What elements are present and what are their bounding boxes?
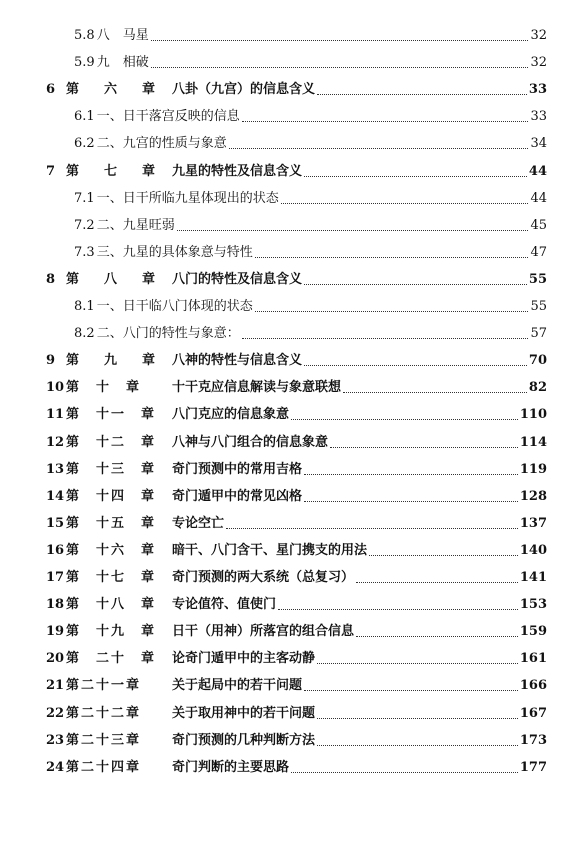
toc-entry-number: 6: [46, 82, 56, 98]
toc-section-entry[interactable]: [0, 132, 580, 156]
dot-leader: [304, 689, 518, 691]
toc-entry-number: 8.1: [74, 299, 95, 314]
toc-page-number: 159: [519, 624, 547, 640]
toc-entry-title: 二、九星旺弱: [96, 217, 175, 233]
toc-entry-title: 专论空亡: [172, 515, 225, 531]
dot-leader: [317, 717, 518, 719]
toc-entry-title: 暗干、八门含干、星门携支的用法: [172, 542, 368, 558]
toc-entry-number: 5.8: [74, 28, 95, 43]
dot-leader: [255, 310, 529, 312]
dot-leader: [151, 66, 529, 68]
toc-section-entry[interactable]: [0, 24, 580, 48]
toc-entry-title: 二、九宫的性质与象意: [96, 136, 227, 152]
toc-entry-number: 16: [46, 542, 65, 558]
toc-chapter-label: 第 十六 章: [66, 542, 157, 558]
dot-leader: [278, 608, 518, 610]
toc-chapter-label: 第 六 章: [66, 82, 162, 98]
toc-entry-number: 15: [46, 515, 65, 531]
toc-entry-number: 11: [46, 407, 65, 423]
toc-entry-title: 奇门预测的两大系统（总复习）: [172, 570, 355, 585]
dot-leader: [304, 364, 527, 366]
toc-entry-number: 17: [46, 570, 65, 585]
toc-page-number: 141: [519, 570, 547, 585]
toc-page-number: 166: [519, 678, 547, 694]
toc-section-entry[interactable]: [0, 322, 580, 346]
dot-leader: [330, 446, 518, 448]
toc-chapter-entry[interactable]: [0, 431, 580, 455]
toc-entry-number: 7.1: [74, 190, 95, 206]
toc-page-number: 33: [528, 82, 547, 98]
toc-entry-title: 三、九星的具体象意与特性: [96, 244, 253, 260]
toc-entry-title: 八卦（九宫）的信息含义: [172, 82, 316, 98]
toc-page-number: 57: [530, 326, 547, 342]
toc-page-number: 55: [530, 299, 547, 314]
toc-entry-number: 8.2: [74, 326, 95, 342]
toc-chapter-label: 第 十五 章: [66, 515, 157, 531]
dot-leader: [291, 771, 518, 773]
toc-entry-title: 一、日干落宫反映的信息: [96, 109, 240, 125]
toc-chapter-label: 第 十七 章: [66, 570, 157, 585]
toc-section-entry[interactable]: [0, 187, 580, 211]
toc-page-number: 34: [530, 136, 547, 152]
toc-entry-title: 十干克应信息解读与象意联想: [172, 380, 342, 396]
toc-entry-title: 八 马星: [96, 28, 149, 43]
toc-page-number: 32: [530, 55, 547, 71]
dot-leader: [343, 391, 527, 393]
toc-page-number: 114: [519, 434, 547, 450]
toc-section-entry[interactable]: [0, 105, 580, 129]
toc-chapter-entry[interactable]: [0, 458, 580, 482]
dot-leader: [242, 337, 529, 339]
toc-page-number: 70: [528, 353, 547, 369]
toc-entry-title: 九 相破: [96, 55, 149, 71]
toc-section-entry[interactable]: [0, 214, 580, 238]
toc-chapter-label: 第二十三章: [66, 732, 142, 748]
toc-entry-title: 专论值符、值使门: [172, 597, 277, 613]
toc-chapter-entry[interactable]: [0, 620, 580, 644]
toc-chapter-entry[interactable]: [0, 349, 580, 373]
toc-chapter-entry[interactable]: [0, 674, 580, 698]
toc-chapter-entry[interactable]: [0, 376, 580, 400]
dot-leader: [317, 744, 518, 746]
toc-chapter-entry[interactable]: [0, 78, 580, 102]
toc-page-number: 33: [530, 109, 547, 125]
dot-leader: [356, 635, 518, 637]
toc-page-number: 32: [530, 28, 547, 43]
dot-leader: [317, 662, 518, 664]
dot-leader: [304, 473, 518, 475]
dot-leader: [317, 93, 527, 95]
toc-chapter-label: 第二十四章: [66, 759, 142, 775]
dot-leader: [281, 202, 529, 204]
toc-entry-number: 6.2: [74, 136, 95, 152]
toc-page-number: 140: [519, 542, 547, 558]
toc-chapter-label: 第 十八 章: [66, 597, 157, 613]
toc-page-number: 167: [519, 705, 547, 721]
toc-chapter-entry[interactable]: [0, 539, 580, 563]
toc-entry-number: 13: [46, 461, 65, 477]
toc-chapter-entry[interactable]: [0, 729, 580, 753]
toc-chapter-label: 第 十 章: [66, 380, 142, 396]
toc-entry-number: 18: [46, 597, 65, 613]
toc-chapter-label: 第 十九 章: [66, 624, 157, 640]
toc-chapter-entry[interactable]: [0, 485, 580, 509]
dot-leader: [291, 418, 518, 420]
toc-chapter-entry[interactable]: [0, 268, 580, 292]
toc-chapter-label: 第二十一章: [66, 678, 142, 694]
toc-page-number: 128: [519, 488, 547, 504]
toc-chapter-label: 第 七 章: [66, 163, 162, 179]
toc-entry-number: 7.3: [74, 244, 95, 260]
toc-entry-number: 10: [46, 380, 65, 396]
toc-entry-title: 关于起局中的若干问题: [172, 678, 303, 694]
toc-entry-number: 5.9: [74, 55, 95, 71]
dot-leader: [177, 229, 529, 231]
toc-chapter-label: 第 十三 章: [66, 461, 157, 477]
toc-entry-number: 12: [46, 434, 65, 450]
toc-page-number: 45: [530, 217, 547, 233]
toc-chapter-label: 第二十二章: [66, 705, 142, 721]
toc-section-entry[interactable]: [0, 241, 580, 265]
toc-chapter-label: 第 九 章: [66, 353, 162, 369]
dot-leader: [151, 39, 529, 41]
dot-leader: [255, 256, 529, 258]
toc-chapter-label: 第 十四 章: [66, 488, 157, 504]
toc-section-entry[interactable]: [0, 295, 580, 319]
toc-page-number: 55: [528, 271, 547, 287]
toc-chapter-entry[interactable]: [0, 702, 580, 726]
toc-entry-title: 八神的特性与信息含义: [172, 353, 303, 369]
toc-entry-title: 一、日干临八门体现的状态: [96, 299, 253, 314]
toc-chapter-entry[interactable]: [0, 593, 580, 617]
toc-page-number: 47: [530, 244, 547, 260]
dot-leader: [229, 147, 529, 149]
toc-entry-number: 19: [46, 624, 65, 640]
toc-entry-number: 24: [46, 759, 65, 775]
toc-entry-number: 21: [46, 678, 65, 694]
toc-page-number: 177: [519, 759, 547, 775]
toc-page-number: 82: [528, 380, 547, 396]
toc-page-number: 44: [530, 190, 547, 206]
dot-leader: [369, 554, 518, 556]
toc-chapter-entry[interactable]: [0, 566, 580, 590]
toc-chapter-entry[interactable]: [0, 647, 580, 671]
toc-entry-title: 奇门判断的主要思路: [172, 759, 290, 775]
toc-entry-title: 奇门预测的几种判断方法: [172, 732, 316, 748]
toc-entry-number: 23: [46, 732, 65, 748]
dot-leader: [304, 500, 518, 502]
toc-chapter-label: 第 十二 章: [66, 434, 157, 450]
toc-chapter-label: 第 八 章: [66, 271, 162, 287]
dot-leader: [304, 175, 527, 177]
dot-leader: [226, 527, 518, 529]
toc-chapter-entry[interactable]: [0, 160, 580, 184]
dot-leader: [304, 283, 527, 285]
toc-entry-title: 八门克应的信息象意: [172, 407, 290, 423]
toc-entry-number: 20: [46, 651, 65, 667]
toc-chapter-label: 第 二十 章: [66, 651, 157, 667]
toc-entry-number: 9: [46, 353, 56, 369]
toc-page-number: 173: [519, 732, 547, 748]
toc-page-number: 44: [528, 163, 547, 179]
toc-page-number: 119: [519, 461, 547, 477]
toc-entry-number: 14: [46, 488, 65, 504]
toc-entry-title: 奇门预测中的常用吉格: [172, 461, 303, 477]
toc-entry-title: 二、八门的特性与象意：: [96, 326, 240, 342]
toc-chapter-entry[interactable]: [0, 403, 580, 427]
toc-entry-number: 7.2: [74, 217, 95, 233]
toc-entry-title: 论奇门遁甲中的主客动静: [172, 651, 316, 667]
dot-leader: [356, 581, 518, 583]
toc-entry-title: 奇门遁甲中的常见凶格: [172, 488, 303, 504]
toc-entry-title: 八门的特性及信息含义: [172, 271, 303, 287]
toc-entry-number: 6.1: [74, 109, 95, 125]
dot-leader: [242, 120, 529, 122]
toc-entry-title: 关于取用神中的若干问题: [172, 705, 316, 721]
toc-entry-title: 八神与八门组合的信息象意: [172, 434, 329, 450]
toc-entry-number: 22: [46, 705, 65, 721]
toc-entry-title: 日干（用神）所落宫的组合信息: [172, 624, 355, 640]
toc-entry-title: 九星的特性及信息含义: [172, 163, 303, 179]
toc-entry-number: 8: [46, 271, 56, 287]
toc-entry-title: 一、日干所临九星体现出的状态: [96, 190, 279, 206]
toc-chapter-label: 第 十一 章: [66, 407, 157, 423]
toc-chapter-entry[interactable]: [0, 512, 580, 536]
toc-section-entry[interactable]: [0, 51, 580, 75]
toc-entry-number: 7: [46, 163, 56, 179]
toc-page-number: 161: [519, 651, 547, 667]
toc-chapter-entry[interactable]: [0, 756, 580, 780]
toc-page-number: 137: [519, 515, 547, 531]
toc-page-number: 110: [519, 407, 547, 423]
toc-page-number: 153: [519, 597, 547, 613]
